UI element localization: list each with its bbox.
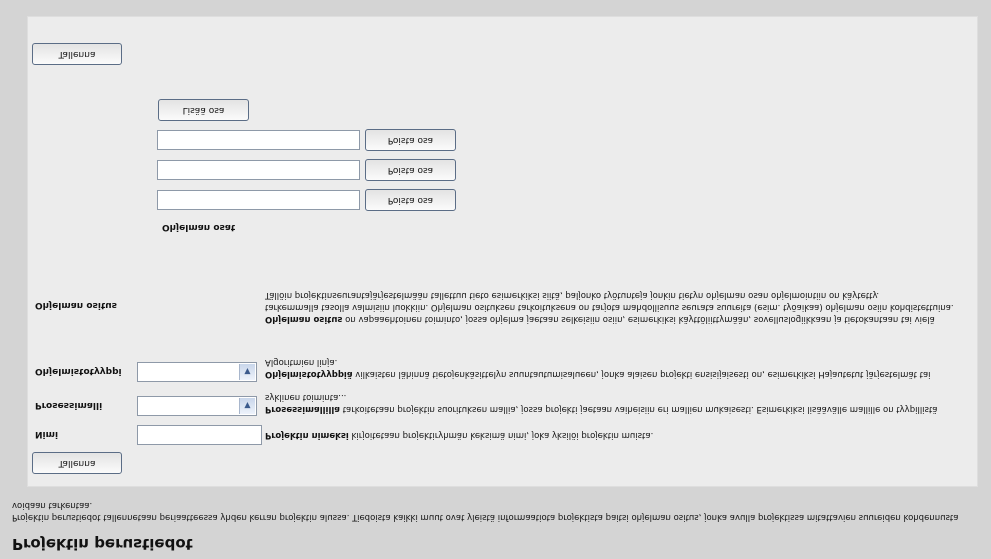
program-part-input-2[interactable] (157, 160, 360, 180)
name-label: Nimi (35, 429, 59, 439)
program-partition-label: Ohjelman ositus (35, 300, 118, 310)
process-model-select[interactable] (137, 396, 257, 416)
program-partition-description: Ohjelman ositus on vapaaehtoinen toiminto, jossa ohjelma jaetaan selkeisiin osiin, esimerkiksi käyttöliittymään, sovelluslogiikkaan ja tietokantaan tai vielä tarkemmalla tasolla valmisiin luokkiin. Ohjelman osituksen tarkoituksena on tarjota mahdollisuus seurata suureita (esim. työaikaa) ohjelman osiin kohdistettuina. Tällöin projektinseurantajärjestelmään tallettuu tieto esimerkiksi siitä, paljonko työtunteja jonkin tietyn ohjelman osan ohjelmointiin on käytetty. (265, 290, 954, 324)
page-intro: Projektin perustiedot tallennetaan periaatteessa yhden kerran projektin alussa. Tiedoista kaikki muut ovat yleistä informaatiota projektista paitsi ohjelman ositus, jonka avulla projektissa mitattavien suureiden kohdennusta voidaan tarkentaa. (12, 500, 959, 522)
program-part-input-1[interactable] (157, 190, 360, 210)
process-model-description: Prosessimallilla tarkoitetaan projektin suorituksen mallia, jossa projekti jaetaan vaiheisiin eri mallien mukaisesti. Esimerkiksi lisäävälle mallille on tyypillistä syklinen toiminta... (265, 392, 938, 414)
name-description: Projektin nimeksi kirjoitetaan projektiryhmän keksimä nimi, joka yksilöi projektin muista. (265, 430, 654, 440)
remove-part-button-2[interactable]: Poista osa (365, 159, 456, 181)
program-part-input-3[interactable] (157, 130, 360, 150)
remove-part-button-1[interactable]: Poista osa (365, 189, 456, 211)
program-type-label: Ohjelmistotyyppi (35, 366, 122, 376)
chevron-down-icon[interactable]: ▼ (239, 364, 255, 380)
remove-part-button-3[interactable]: Poista osa (365, 129, 456, 151)
save-button-top[interactable]: Tallenna (32, 452, 122, 474)
program-parts-label: Ohjelman osat (162, 222, 236, 232)
save-button-bottom[interactable]: Tallenna (32, 43, 122, 65)
chevron-down-icon[interactable]: ▼ (239, 398, 255, 414)
process-model-label: Prosessimalli (35, 400, 103, 410)
program-type-description: Ohjelmistotyyppiä vilkaisten lähinnä tietojenkäsittelyn suuntautumisalueen, jonka alaisen projekti ensisijaisesti on, esimerkiksi Hajautetut järjestelmät tai Algoritmien linja. (265, 357, 931, 379)
name-input[interactable] (137, 425, 262, 445)
form-panel (27, 16, 978, 487)
program-type-select[interactable] (137, 362, 257, 382)
add-part-button[interactable]: Lisää osa (158, 99, 249, 121)
page-title: Projektin perustiedot (12, 535, 193, 553)
